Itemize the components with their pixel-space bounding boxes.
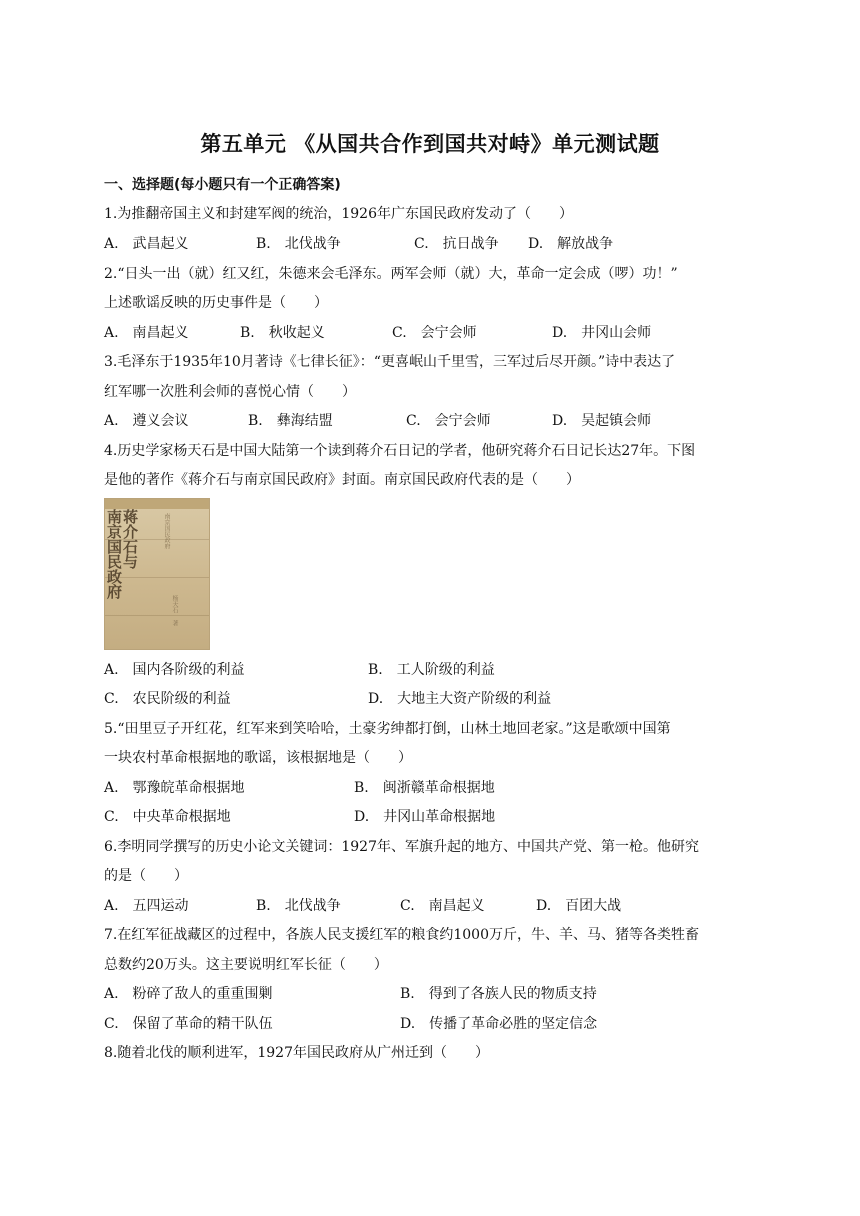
question-5-stem-line1: 5.“田里豆子开红花，红军来到笑哈哈，土豪劣绅都打倒，山林土地回老家。”这是歌颂中国第 <box>104 721 671 737</box>
option-d: D. 传播了革命必胜的坚定信念 <box>400 1016 598 1032</box>
question-7-stem-line1: 7.在红军征战藏区的过程中，各族人民支援红军的粮食约1000万斤，牛、羊、马、猪等各类牲畜 <box>104 927 699 943</box>
question-4-stem-line2: 是他的著作《蒋介石与南京国民政府》封面。南京国民政府代表的是（ ） <box>104 472 580 488</box>
option-b: B. 得到了各族人民的物质支持 <box>400 986 597 1002</box>
option-b: B. 闽浙赣革命根据地 <box>354 780 495 796</box>
option-b: B. 彝海结盟 <box>248 413 333 429</box>
option-a: A. 武昌起义 <box>104 236 189 252</box>
question-7-stem-line2: 总数约20万头。这主要说明红军长征（ ） <box>104 957 388 973</box>
cover-title-left: 南京国民政府 <box>105 509 123 599</box>
question-8-stem: 8.随着北伐的顺利进军，1927年国民政府从广州迁到（ ） <box>104 1045 489 1061</box>
cover-top-band <box>105 499 210 509</box>
option-d: D. 百团大战 <box>536 898 622 914</box>
option-d: D. 解放战争 <box>528 236 614 252</box>
question-6-stem-line1: 6.李明同学撰写的历史小论文关键词：1927年、军旗升起的地方、中国共产党、第一枪。他研究 <box>104 839 699 855</box>
cover-author: 杨天石 著 <box>171 595 178 626</box>
option-c: C. 保留了革命的精干队伍 <box>104 1016 273 1032</box>
option-c: C. 会宁会师 <box>406 413 491 429</box>
option-c: C. 抗日战争 <box>414 236 499 252</box>
option-d: D. 井冈山革命根据地 <box>354 809 496 825</box>
question-6-stem-line2: 的是（ ） <box>104 868 188 884</box>
question-2-stem-line1: 2.“日头一出（就）红又红，朱德来会毛泽东。两军会师（就）大，革命一定会成（啰）功！” <box>104 266 678 282</box>
option-a: A. 粉碎了敌人的重重围剿 <box>104 986 273 1002</box>
option-a: A. 五四运动 <box>104 898 189 914</box>
section-heading: 一、选择题(每小题只有一个正确答案) <box>104 177 341 193</box>
option-b: B. 工人阶级的利益 <box>368 662 495 678</box>
cover-small-text: 南京国民政府 <box>163 513 170 549</box>
question-1-stem: 1.为推翻帝国主义和封建军阀的统治，1926年广东国民政府发动了（ ） <box>104 206 573 222</box>
question-3-stem-line1: 3.毛泽东于1935年10月著诗《七律长征》：“更喜岷山千里雪，三军过后尽开颜。”诗中表达了 <box>104 354 676 370</box>
option-a: A. 鄂豫皖革命根据地 <box>104 780 245 796</box>
option-d: D. 吴起镇会师 <box>552 413 652 429</box>
option-c: C. 会宁会师 <box>392 325 477 341</box>
option-a: A. 南昌起义 <box>104 325 189 341</box>
question-5-stem-line2: 一块农村革命根据地的歌谣，该根据地是（ ） <box>104 750 412 766</box>
question-2-stem-line2: 上述歌谣反映的历史事件是（ ） <box>104 295 328 311</box>
option-b: B. 北伐战争 <box>256 898 341 914</box>
document-title: 第五单元 《从国共合作到国共对峙》单元测试题 <box>200 132 660 156</box>
option-c: C. 南昌起义 <box>400 898 485 914</box>
option-c: C. 农民阶级的利益 <box>104 691 231 707</box>
option-a: A. 遵义会议 <box>104 413 189 429</box>
option-d: D. 井冈山会师 <box>552 325 652 341</box>
option-b: B. 北伐战争 <box>256 236 341 252</box>
cover-title-right: 蒋介石与 <box>121 509 139 569</box>
question-4-stem-line1: 4.历史学家杨天石是中国大陆第一个读到蒋介石日记的学者，他研究蒋介石日记长达27年。下图 <box>104 443 696 459</box>
book-cover-image <box>104 498 210 650</box>
option-a: A. 国内各阶级的利益 <box>104 662 245 678</box>
option-c: C. 中央革命根据地 <box>104 809 231 825</box>
option-d: D. 大地主大资产阶级的利益 <box>368 691 552 707</box>
question-3-stem-line2: 红军哪一次胜利会师的喜悦心情（ ） <box>104 384 356 400</box>
option-b: B. 秋收起义 <box>240 325 325 341</box>
